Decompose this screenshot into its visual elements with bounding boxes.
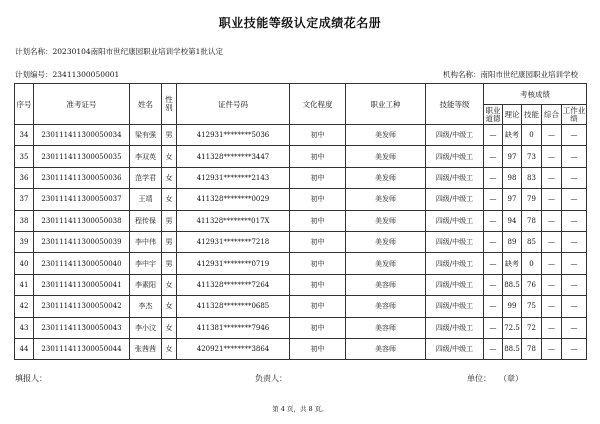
header-level: 技能等级: [426, 84, 484, 125]
cell-skill: 83: [522, 167, 542, 188]
cell-ticket: 230111411300050036: [34, 167, 130, 188]
cell-level: 四级/中级工: [426, 167, 484, 188]
cell-gender: 男: [162, 231, 177, 252]
header-edu: 文化程度: [290, 84, 346, 125]
table-row: [15, 189, 587, 210]
cell-gender: 女: [162, 338, 177, 359]
cell-job: 美发师: [346, 210, 426, 231]
cell-job: 美容师: [346, 317, 426, 338]
cell-edu: 初中: [290, 296, 346, 317]
table-row: [15, 146, 587, 167]
cell-theory: 99: [503, 296, 522, 317]
cell-seq: 35: [15, 146, 34, 167]
cell-overall: —: [542, 125, 562, 146]
cell-id: 412931********7218: [177, 231, 290, 252]
table-row: [15, 296, 587, 317]
cell-theory: 缺考: [503, 253, 522, 274]
cell-ticket: 230111411300050037: [34, 189, 130, 210]
cell-overall: —: [542, 274, 562, 295]
header-job: 职业工种: [346, 84, 426, 125]
cell-name: 梁有强: [130, 125, 162, 146]
cell-name: 程传保: [130, 210, 162, 231]
table-row: [15, 274, 587, 295]
cell-level: 四级/中级工: [426, 125, 484, 146]
cell-gender: 女: [162, 317, 177, 338]
table-row: [15, 125, 587, 146]
cell-overall: —: [542, 296, 562, 317]
cell-ethics: —: [484, 146, 503, 167]
cell-id: 412931********2143: [177, 167, 290, 188]
cell-seq: 42: [15, 296, 34, 317]
cell-gender: 女: [162, 189, 177, 210]
cell-edu: 初中: [290, 338, 346, 359]
cell-job: 美容师: [346, 274, 426, 295]
cell-name: 李中伟: [130, 231, 162, 252]
cell-ticket: 230111411300050034: [34, 125, 130, 146]
cell-name: 王靖: [130, 189, 162, 210]
plan-number: 计划编号：23411300050001: [15, 70, 120, 79]
cell-edu: 初中: [290, 125, 346, 146]
cell-seq: 44: [15, 338, 34, 359]
cell-id: 411381********7946: [177, 317, 290, 338]
cell-gender: 女: [162, 167, 177, 188]
cell-skill: 78: [522, 338, 542, 359]
cell-ethics: —: [484, 189, 503, 210]
footer-filler: 填报人：: [15, 374, 47, 383]
cell-theory: 89: [503, 231, 522, 252]
plan-name: 计划名称：20230104南阳市世纪康园职业培训学校第1批认定: [15, 47, 223, 56]
cell-skill: 73: [522, 146, 542, 167]
header-overall: 综合: [542, 105, 562, 125]
cell-work: —: [562, 231, 587, 252]
cell-level: 四级/中级工: [426, 210, 484, 231]
cell-gender: 男: [162, 210, 177, 231]
cell-id: 411328********3447: [177, 146, 290, 167]
cell-gender: 女: [162, 146, 177, 167]
cell-skill: 76: [522, 274, 542, 295]
cell-work: —: [562, 189, 587, 210]
cell-level: 四级/中级工: [426, 189, 484, 210]
score-roster-table: [14, 83, 587, 360]
cell-ethics: —: [484, 253, 503, 274]
cell-name: 李中宇: [130, 253, 162, 274]
cell-name: 张茜茜: [130, 338, 162, 359]
cell-seq: 39: [15, 231, 34, 252]
cell-level: 四级/中级工: [426, 274, 484, 295]
cell-overall: —: [542, 338, 562, 359]
cell-ethics: —: [484, 210, 503, 231]
cell-edu: 初中: [290, 253, 346, 274]
cell-job: 美发师: [346, 189, 426, 210]
header-seq: 序号: [15, 84, 34, 125]
cell-job: 美发师: [346, 125, 426, 146]
cell-id: 412931********0719: [177, 253, 290, 274]
cell-skill: 0: [522, 125, 542, 146]
cell-overall: —: [542, 253, 562, 274]
cell-ethics: —: [484, 231, 503, 252]
cell-job: 美容师: [346, 338, 426, 359]
cell-ticket: 230111411300050042: [34, 296, 130, 317]
header-gender: 性别: [162, 84, 177, 125]
cell-theory: 94: [503, 210, 522, 231]
cell-seq: 38: [15, 210, 34, 231]
cell-overall: —: [542, 146, 562, 167]
cell-ethics: —: [484, 296, 503, 317]
cell-overall: —: [542, 167, 562, 188]
header-work: 工作业绩: [562, 105, 586, 123]
cell-theory: 缺考: [503, 125, 522, 146]
cell-ticket: 230111411300050040: [34, 253, 130, 274]
cell-job: 美发师: [346, 253, 426, 274]
cell-gender: 女: [162, 274, 177, 295]
cell-name: 李双英: [130, 146, 162, 167]
cell-level: 四级/中级工: [426, 317, 484, 338]
cell-work: —: [562, 146, 587, 167]
cell-work: —: [562, 338, 587, 359]
cell-theory: 88.5: [503, 274, 522, 295]
cell-name: 范学君: [130, 167, 162, 188]
header-skill: 技能: [522, 105, 542, 125]
cell-gender: 女: [162, 296, 177, 317]
cell-ticket: 230111411300050038: [34, 210, 130, 231]
cell-id: 412931********5036: [177, 125, 290, 146]
cell-name: 李杰: [130, 296, 162, 317]
table-row: [15, 210, 587, 231]
table-row: [15, 338, 587, 359]
page-indicator: 第 4 页，共 8 页。: [272, 405, 328, 413]
cell-theory: 97: [503, 189, 522, 210]
cell-seq: 36: [15, 167, 34, 188]
table-row: [15, 231, 587, 252]
cell-seq: 40: [15, 253, 34, 274]
cell-ticket: 230111411300050044: [34, 338, 130, 359]
cell-ethics: —: [484, 274, 503, 295]
table-row: [15, 167, 587, 188]
cell-edu: 初中: [290, 167, 346, 188]
table-row: [15, 253, 587, 274]
cell-work: —: [562, 253, 587, 274]
cell-overall: —: [542, 231, 562, 252]
organization-name: 机构名称：南阳市世纪康园职业培训学校: [443, 70, 578, 79]
cell-edu: 初中: [290, 231, 346, 252]
cell-seq: 37: [15, 189, 34, 210]
cell-ticket: 230111411300050039: [34, 231, 130, 252]
cell-theory: 98: [503, 167, 522, 188]
header-theory: 理论: [503, 105, 522, 125]
cell-ticket: 230111411300050043: [34, 317, 130, 338]
footer-officer: 负责人：: [255, 374, 287, 383]
cell-work: —: [562, 317, 587, 338]
cell-skill: 78: [522, 210, 542, 231]
cell-gender: 男: [162, 125, 177, 146]
footer-unit: 单位： （章）: [467, 374, 523, 383]
cell-work: —: [562, 167, 587, 188]
cell-skill: 75: [522, 296, 542, 317]
cell-work: —: [562, 274, 587, 295]
cell-job: 美发师: [346, 167, 426, 188]
cell-name: 李小汶: [130, 317, 162, 338]
cell-job: 美发师: [346, 231, 426, 252]
cell-id: 411328********017X: [177, 210, 290, 231]
table-row: [15, 317, 587, 338]
cell-edu: 初中: [290, 317, 346, 338]
cell-job: 美容师: [346, 296, 426, 317]
cell-overall: —: [542, 189, 562, 210]
header-scores: 考核成绩: [484, 84, 587, 105]
cell-skill: 85: [522, 231, 542, 252]
cell-id: 411328********0029: [177, 189, 290, 210]
cell-theory: 97: [503, 146, 522, 167]
cell-ethics: —: [484, 125, 503, 146]
cell-level: 四级/中级工: [426, 253, 484, 274]
cell-skill: 72: [522, 317, 542, 338]
cell-ethics: —: [484, 317, 503, 338]
header-ethics: 职业道德: [485, 105, 501, 123]
cell-skill: 0: [522, 253, 542, 274]
cell-id: 411328********0685: [177, 296, 290, 317]
cell-level: 四级/中级工: [426, 338, 484, 359]
cell-edu: 初中: [290, 189, 346, 210]
cell-seq: 43: [15, 317, 34, 338]
cell-overall: —: [542, 317, 562, 338]
cell-level: 四级/中级工: [426, 231, 484, 252]
cell-seq: 41: [15, 274, 34, 295]
cell-edu: 初中: [290, 274, 346, 295]
cell-name: 李素阳: [130, 274, 162, 295]
cell-edu: 初中: [290, 210, 346, 231]
cell-work: —: [562, 296, 587, 317]
page-title: 职业技能等级认定成绩花名册: [218, 16, 382, 30]
cell-work: —: [562, 125, 587, 146]
cell-ethics: —: [484, 167, 503, 188]
cell-edu: 初中: [290, 146, 346, 167]
cell-overall: —: [542, 210, 562, 231]
cell-level: 四级/中级工: [426, 296, 484, 317]
header-ticket: 准考证号: [34, 84, 130, 125]
cell-gender: 男: [162, 253, 177, 274]
cell-job: 美发师: [346, 146, 426, 167]
header-name: 姓名: [130, 84, 162, 125]
cell-seq: 34: [15, 125, 34, 146]
cell-id: 420921********3864: [177, 338, 290, 359]
cell-id: 411328********7264: [177, 274, 290, 295]
header-id: 证件号码: [177, 84, 290, 125]
cell-ticket: 230111411300050041: [34, 274, 130, 295]
cell-theory: 88.5: [503, 338, 522, 359]
cell-theory: 72.5: [503, 317, 522, 338]
cell-level: 四级/中级工: [426, 146, 484, 167]
cell-skill: 79: [522, 189, 542, 210]
cell-work: —: [562, 210, 587, 231]
cell-ethics: —: [484, 338, 503, 359]
cell-ticket: 230111411300050035: [34, 146, 130, 167]
